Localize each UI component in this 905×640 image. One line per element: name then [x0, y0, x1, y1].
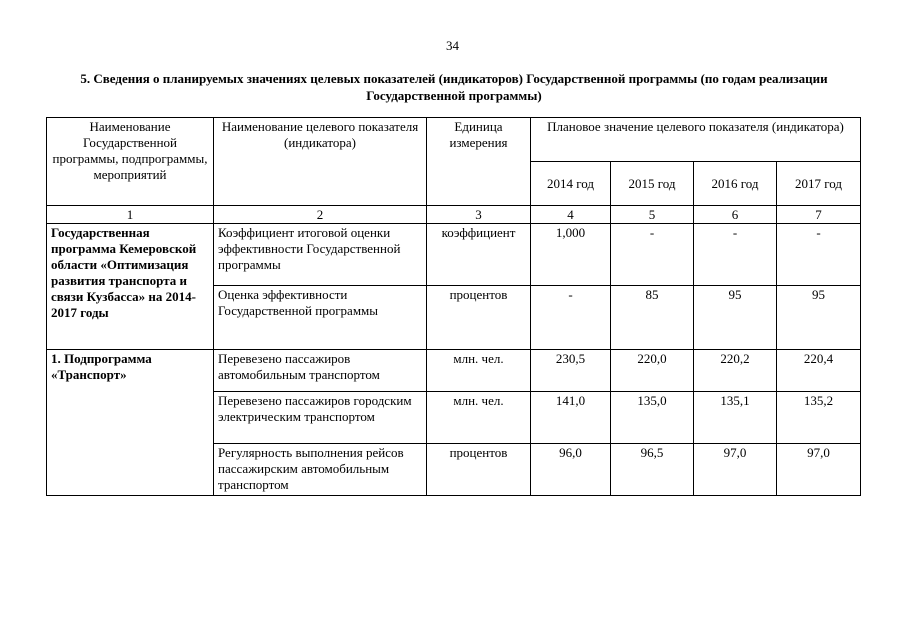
column-number: 6: [694, 206, 777, 224]
value-cell: -: [694, 224, 777, 286]
value-cell: 135,0: [611, 392, 694, 444]
value-cell: 135,1: [694, 392, 777, 444]
value-cell: -: [611, 224, 694, 286]
value-cell: -: [531, 286, 611, 350]
program-name-cell: 1. Подпрограмма «Транспорт»: [47, 350, 214, 496]
column-number: 3: [427, 206, 531, 224]
header-program: Наименование Государственной программы, подпрограммы, мероприятий: [47, 118, 214, 206]
value-cell: 95: [694, 286, 777, 350]
unit-cell: коэффициент: [427, 224, 531, 286]
indicator-cell: Перевезено пассажиров автомобильным транспортом: [214, 350, 427, 392]
header-unit: Единица измерения: [427, 118, 531, 206]
unit-cell: процентов: [427, 286, 531, 350]
page-number: 34: [446, 38, 459, 53]
value-cell: 96,0: [531, 444, 611, 496]
indicator-cell: Коэффициент итоговой оценки эффективности Государственной программы: [214, 224, 427, 286]
column-number: 1: [47, 206, 214, 224]
table-row: [47, 350, 861, 392]
indicators-table: [46, 117, 861, 496]
value-cell: 230,5: [531, 350, 611, 392]
value-cell: 97,0: [694, 444, 777, 496]
indicator-cell: Перевезено пассажиров городским электрическим транспортом: [214, 392, 427, 444]
header-indicator: Наименование целевого показателя (индикатора): [214, 118, 427, 206]
indicator-cell: Регулярность выполнения рейсов пассажирским автомобильным транспортом: [214, 444, 427, 496]
value-cell: 220,0: [611, 350, 694, 392]
program-name-cell: Государственная программа Кемеровской области «Оптимизация развития транспорта и связи Кузбасса» на 2014-2017 годы: [47, 224, 214, 350]
header-year: 2017 год: [777, 162, 861, 206]
value-cell: 135,2: [777, 392, 861, 444]
value-cell: 141,0: [531, 392, 611, 444]
column-number: 4: [531, 206, 611, 224]
unit-cell: млн. чел.: [427, 392, 531, 444]
column-number: 5: [611, 206, 694, 224]
value-cell: 97,0: [777, 444, 861, 496]
value-cell: 96,5: [611, 444, 694, 496]
value-cell: -: [777, 224, 861, 286]
table-row: [47, 224, 861, 286]
unit-cell: процентов: [427, 444, 531, 496]
header-year: 2014 год: [531, 162, 611, 206]
unit-cell: млн. чел.: [427, 350, 531, 392]
header-year: 2016 год: [694, 162, 777, 206]
header-year: 2015 год: [611, 162, 694, 206]
value-cell: 95: [777, 286, 861, 350]
indicator-cell: Оценка эффективности Государственной программы: [214, 286, 427, 350]
value-cell: 220,4: [777, 350, 861, 392]
section-heading: 5. Сведения о планируемых значениях целевых показателей (индикаторов) Государственной программы (по годам реализации Государственной программы): [80, 71, 828, 103]
column-number: 7: [777, 206, 861, 224]
value-cell: 85: [611, 286, 694, 350]
header-planned-value: Плановое значение целевого показателя (индикатора): [531, 118, 861, 162]
value-cell: 1,000: [531, 224, 611, 286]
value-cell: 220,2: [694, 350, 777, 392]
column-number: 2: [214, 206, 427, 224]
